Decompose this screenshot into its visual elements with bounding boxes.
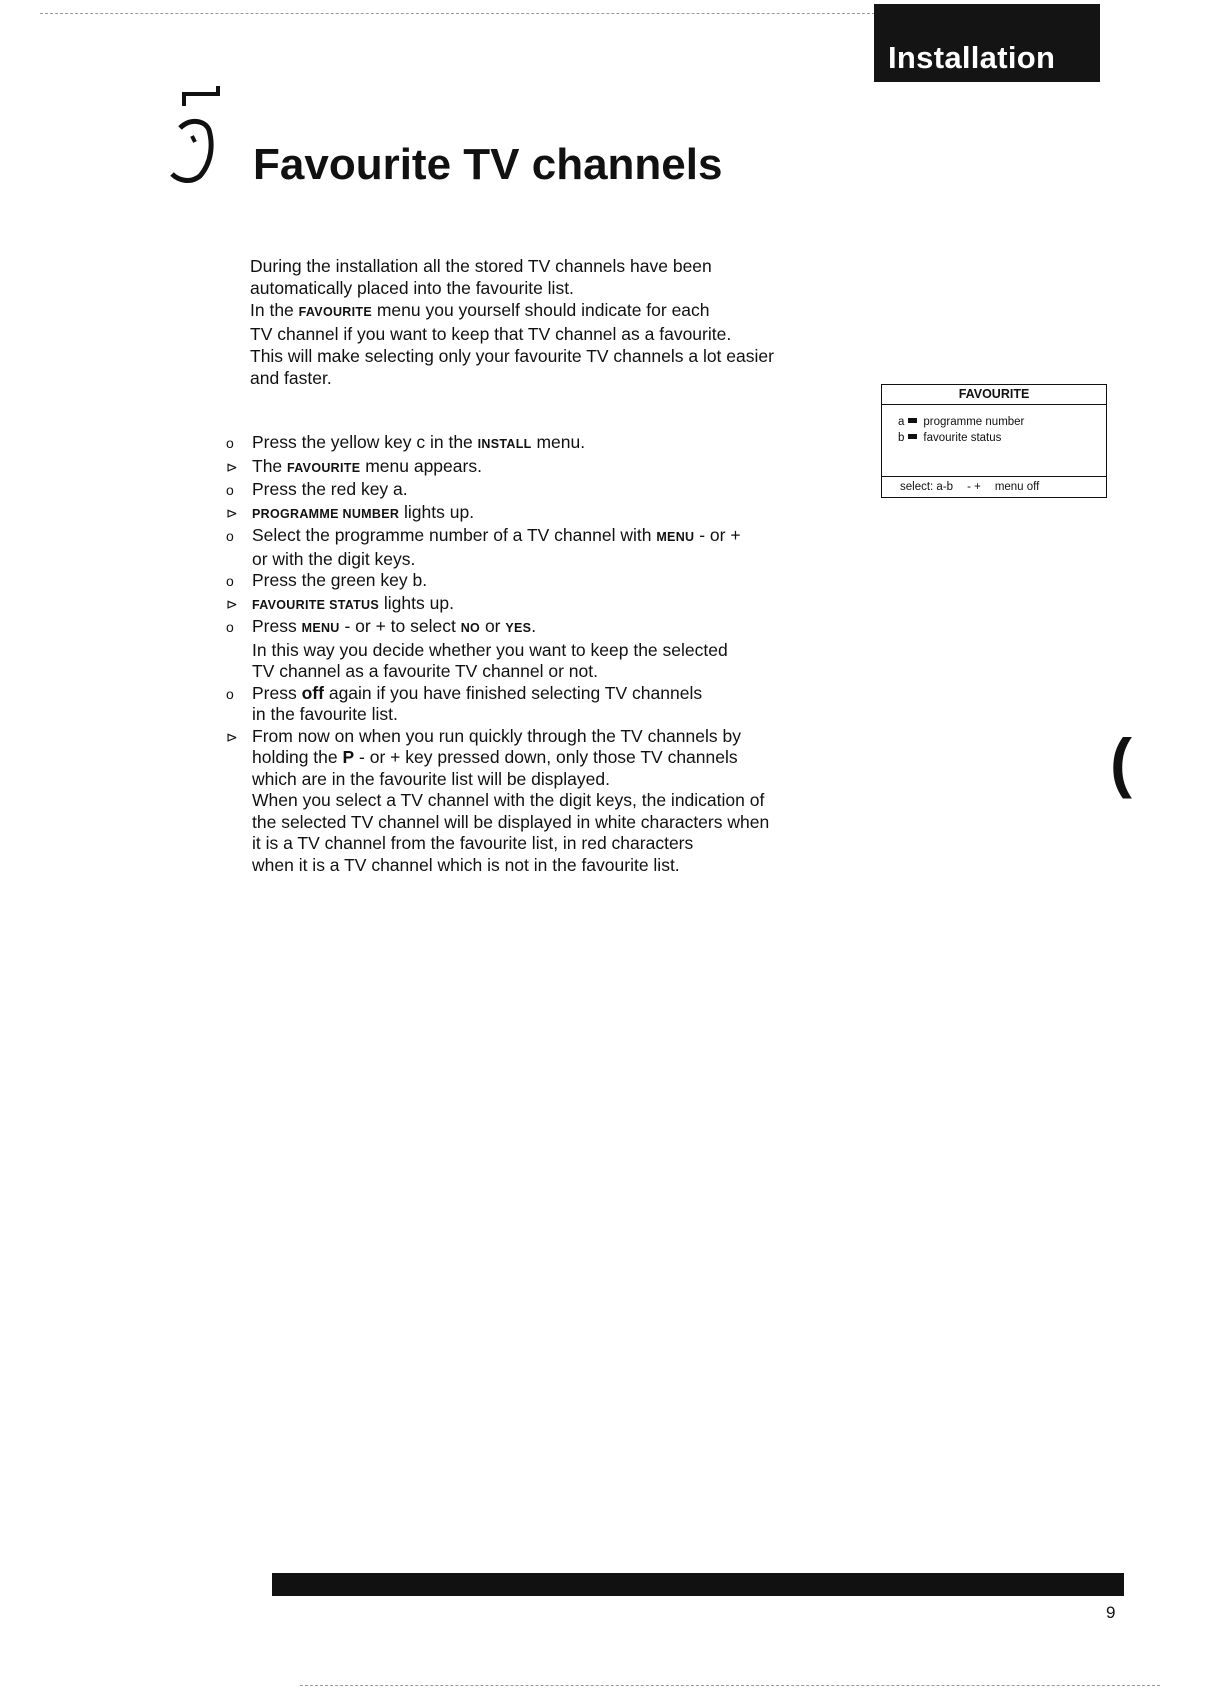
footer-bar bbox=[272, 1573, 1124, 1596]
result-step bbox=[226, 502, 846, 526]
step-line: TV channel as a favourite TV channel or not. bbox=[252, 661, 598, 681]
step-marker: o bbox=[226, 528, 234, 544]
menu-item: a programme number bbox=[898, 416, 1025, 428]
step-marker: o bbox=[226, 685, 234, 702]
step-line: PROGRAMME NUMBER lights up. bbox=[252, 501, 475, 522]
intro-line: During the installation all the stored TV channels have been bbox=[250, 256, 712, 276]
result-marker: ⊳ bbox=[226, 595, 238, 612]
instruction-step bbox=[226, 616, 846, 683]
scan-artifact-top bbox=[40, 13, 880, 14]
result-marker: ⊳ bbox=[226, 458, 238, 475]
step-line: in the favourite list. bbox=[252, 704, 398, 724]
instruction-step bbox=[226, 479, 846, 502]
side-margin-mark: ( bbox=[1110, 725, 1132, 799]
step-line: when it is a TV channel which is not in the favourite list. bbox=[252, 854, 680, 875]
result-marker: ⊳ bbox=[226, 728, 238, 745]
step-line: Press MENU - or + to select NO or YES. bbox=[252, 616, 537, 636]
step-line: holding the P - or + key pressed down, only those TV channels bbox=[252, 747, 738, 767]
menu-items bbox=[882, 405, 1106, 446]
instruction-step bbox=[226, 683, 846, 726]
step-line: Select the programme number of a TV channel with MENU - or + bbox=[252, 525, 741, 545]
step-line: or with the digit keys. bbox=[252, 548, 416, 569]
intro-line: This will make selecting only your favourite TV channels a lot easier bbox=[250, 346, 774, 366]
intro-line: TV channel if you want to keep that TV channel as a favourite. bbox=[250, 324, 732, 344]
favourite-menu-diagram bbox=[881, 384, 1107, 498]
menu-footer: select: a-b - + menu off bbox=[882, 476, 1106, 497]
instruction-step bbox=[226, 570, 846, 593]
instruction-step bbox=[226, 432, 846, 456]
page-title: Favourite TV channels bbox=[253, 140, 723, 189]
step-marker: o bbox=[226, 435, 234, 451]
intro-line: and faster. bbox=[250, 368, 332, 388]
step-marker: o bbox=[226, 482, 234, 498]
step-line: it is a TV channel from the favourite list, in red characters bbox=[252, 833, 694, 853]
menu-item: b favourite status bbox=[898, 432, 1002, 444]
step-line: Press the green key b. bbox=[252, 570, 428, 590]
result-step bbox=[226, 593, 846, 617]
chapter-number-glyph bbox=[160, 66, 260, 196]
green-key-square-icon bbox=[908, 434, 917, 439]
intro-line: automatically placed into the favourite list. bbox=[250, 278, 574, 298]
intro-paragraph bbox=[250, 255, 850, 389]
menu-name: FAVOURITE bbox=[298, 305, 372, 319]
result-step bbox=[226, 726, 846, 877]
step-line: Press the red key a. bbox=[252, 479, 408, 499]
menu-title: FAVOURITE bbox=[882, 385, 1106, 405]
step-line: When you select a TV channel with the digit keys, the indication of bbox=[252, 790, 765, 810]
chapter-number bbox=[160, 66, 260, 196]
step-marker: o bbox=[226, 573, 234, 589]
section-tab: Installation bbox=[874, 4, 1100, 82]
step-line: the selected TV channel will be displayed in white characters when bbox=[252, 811, 770, 832]
red-key-square-icon bbox=[908, 418, 917, 423]
step-line: From now on when you run quickly through the TV channels by bbox=[252, 725, 741, 746]
step-line: Press the yellow key c in the INSTALL menu. bbox=[252, 432, 586, 452]
step-line: which are in the favourite list will be displayed. bbox=[252, 768, 610, 789]
instruction-list bbox=[226, 432, 846, 876]
step-line: Press off again if you have finished selecting TV channels bbox=[252, 682, 703, 703]
page-number: 9 bbox=[1106, 1603, 1116, 1622]
step-marker: o bbox=[226, 619, 234, 635]
result-marker: ⊳ bbox=[226, 504, 238, 521]
step-line: FAVOURITE STATUS lights up. bbox=[252, 592, 454, 613]
instruction-step bbox=[226, 525, 846, 570]
scan-artifact-bottom bbox=[300, 1685, 1160, 1686]
step-line: The FAVOURITE menu appears. bbox=[252, 455, 482, 476]
step-line: In this way you decide whether you want to keep the selected bbox=[252, 639, 728, 660]
intro-line: In the FAVOURITE menu you yourself should indicate for each bbox=[250, 300, 710, 320]
result-step bbox=[226, 456, 846, 480]
